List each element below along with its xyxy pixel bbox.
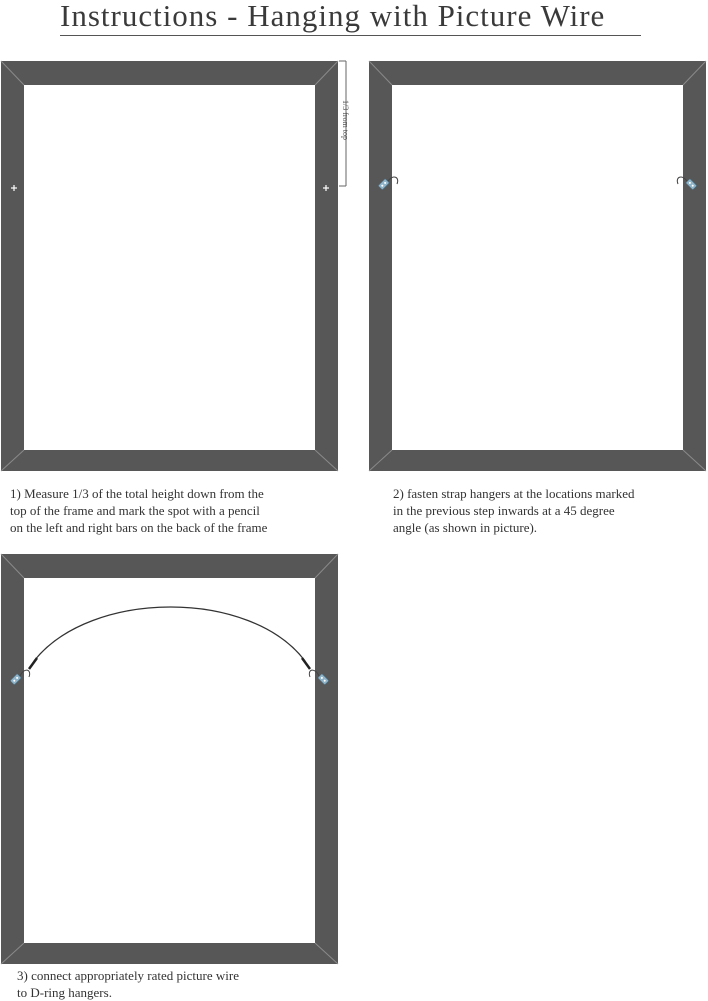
caption-line: 3) connect appropriately rated picture wire: [17, 968, 239, 983]
page-title: Instructions - Hanging with Picture Wire: [60, 0, 606, 33]
caption-line: on the left and right bars on the back of the frame: [10, 520, 268, 535]
frame-step-1-drawing: [1, 61, 338, 471]
caption-line: top of the frame and mark the spot with a pencil: [10, 503, 260, 518]
frame-step-2-drawing: [369, 61, 706, 471]
caption-step-3: [17, 967, 239, 1001]
frame-step-3: [1, 554, 338, 964]
title-underline: [60, 35, 641, 36]
caption-line: 1) Measure 1/3 of the total height down from the: [10, 486, 264, 501]
caption-line: 2) fasten strap hangers at the locations marked: [393, 486, 635, 501]
caption-step-2: [393, 485, 635, 536]
caption-line: in the previous step inwards at a 45 degree: [393, 503, 615, 518]
measure-label: 1/3 from top: [341, 100, 350, 140]
frame-step-1: [1, 61, 338, 471]
frame-step-2: [369, 61, 706, 471]
caption-step-1: [10, 485, 267, 536]
frame-step-3-drawing: [1, 554, 338, 964]
caption-line: angle (as shown in picture).: [393, 520, 538, 535]
caption-line: to D-ring hangers.: [17, 985, 112, 1000]
